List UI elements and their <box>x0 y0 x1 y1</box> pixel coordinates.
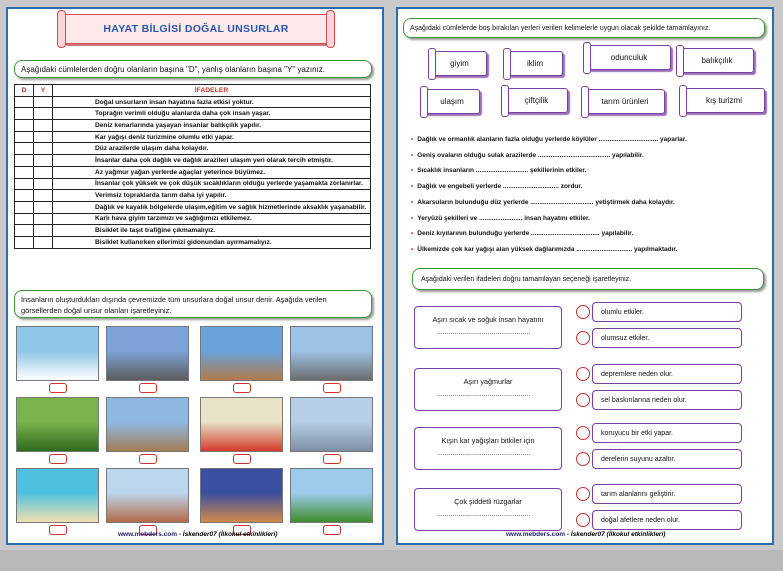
sentence-text: Ülkemizde çok kar yağışı alan yüksek dağlarımızda ............................... yapılmaktadır. <box>417 245 678 253</box>
option-radio[interactable] <box>576 393 590 407</box>
photo-checkbox[interactable] <box>139 454 157 464</box>
table-row <box>15 190 371 202</box>
statement-text: Verimsiz topraklarda tarım daha iyi yapılır. <box>53 190 371 202</box>
natural-elements-instruction-box <box>14 290 372 318</box>
answer-cell-d[interactable] <box>15 120 34 132</box>
question-text: Aşırı yağmurlar <box>463 377 513 386</box>
answer-cell-d[interactable] <box>15 166 34 178</box>
question-box <box>414 488 562 531</box>
answer-cell-y[interactable] <box>34 178 53 190</box>
word-card <box>507 51 563 76</box>
screen-bottom-strip <box>0 550 783 571</box>
answer-cell-y[interactable] <box>34 143 53 155</box>
table-row <box>15 131 371 143</box>
question-box <box>414 368 562 411</box>
word-label: ulaşım <box>440 97 464 106</box>
option-box[interactable] <box>592 364 742 384</box>
word-label: tarım ürünleri <box>601 97 649 106</box>
footer-site: www.mebders.com <box>506 531 565 538</box>
word-card <box>680 48 754 73</box>
option-box[interactable] <box>592 510 742 530</box>
answer-cell-y[interactable] <box>34 213 53 225</box>
table-row <box>15 120 371 132</box>
table-row <box>15 213 371 225</box>
answer-cell-d[interactable] <box>15 96 34 108</box>
fill-blank-sentence <box>411 167 586 174</box>
column-d: D <box>15 85 34 97</box>
answer-cell-d[interactable] <box>15 225 34 237</box>
word-label: balıkçılık <box>701 56 733 65</box>
table-row <box>15 108 371 120</box>
bullet-icon: • <box>411 245 414 253</box>
answer-blank: ................................................ <box>437 329 531 336</box>
bullet-icon: • <box>411 136 414 143</box>
statement-text: Kar yağışı deniz turizmine olumlu etki yapar. <box>53 131 371 143</box>
table-row <box>15 201 371 213</box>
fill-blanks-instruction: Aşağıdaki cümlelerde boş bırakılan yerleri verilen kelimelerle uygun olacak şekilde tamamlayınız. <box>410 24 711 32</box>
photo-checkbox[interactable] <box>233 454 251 464</box>
answer-cell-d[interactable] <box>15 213 34 225</box>
answer-cell-d[interactable] <box>15 143 34 155</box>
photo-checkbox[interactable] <box>323 383 341 393</box>
word-label: çiftçilik <box>524 96 549 105</box>
bullet-icon: • <box>411 198 414 206</box>
word-label: giyim <box>450 59 469 68</box>
question-box <box>414 427 562 470</box>
fill-blanks-instruction-box <box>403 18 765 38</box>
true-false-instruction-box <box>14 60 372 78</box>
worksheet-title-banner <box>62 14 330 44</box>
sentence-text: Akarsuların bulunduğu düz yerlerde ................................... yetiştirmek daha kolaydır. <box>417 198 675 206</box>
answer-cell-y[interactable] <box>34 225 53 237</box>
statement-text: Bisiklet ile taşıt trafiğine çıkmamalıyız. <box>53 225 371 237</box>
sentence-text: Yeryüzü şekilleri ve ........................ insan hayatını etkiler. <box>417 214 590 222</box>
statement-text: Deniz kenarlarında yaşayan insanlar balıkçılık yapılır. <box>53 120 371 132</box>
word-label: kış turizmi <box>706 96 742 105</box>
sentence-text: Dağlık ve ormanlık alanların fazla olduğu yerlerde köylüler ................................. yaparlar. <box>417 136 687 143</box>
option-box[interactable] <box>592 328 742 348</box>
option-radio[interactable] <box>576 305 590 319</box>
option-box[interactable] <box>592 484 742 504</box>
multiple-choice-instruction: Aşağıdaki verilen ifadeleri doğru tamamlayan seçeneği işaretleyiniz. <box>421 275 632 283</box>
castle-photo <box>106 397 189 452</box>
option-radio[interactable] <box>576 513 590 527</box>
word-card <box>587 45 671 70</box>
photo-checkbox[interactable] <box>233 383 251 393</box>
factory-chimneys-photo <box>290 326 373 381</box>
statement-text: Toprağın verimli olduğu alanlarda daha çok insan yaşar. <box>53 108 371 120</box>
word-card <box>505 88 568 113</box>
natural-elements-instruction: İnsanların oluşturdukları dışında çevremizde tüm unsurlara doğal unsur denir. Aşağıda verilen görsellerden doğal unsur olanları işaretleyiniz. <box>21 295 327 315</box>
fill-blank-sentence <box>411 230 633 237</box>
statement-text: Düz arazilerde ulaşım daha kolaydır. <box>53 143 371 155</box>
fill-blank-sentence <box>411 183 582 190</box>
statement-text: Doğal unsurların insan hayatına fazla etkisi yoktur. <box>53 96 371 108</box>
option-box[interactable] <box>592 390 742 410</box>
word-card <box>683 88 765 113</box>
statement-text: İnsanlar daha çok dağlık ve dağlık arazileri ulaşım yeri olarak tercih etmiştir. <box>53 155 371 167</box>
option-radio[interactable] <box>576 331 590 345</box>
answer-cell-y[interactable] <box>34 201 53 213</box>
footer-author: - İskender07 (İlkokul etkinlikleri) <box>566 531 666 538</box>
worksheet-title: HAYAT BİLGİSİ DOĞAL UNSURLAR <box>103 23 289 35</box>
column-statements: İFADELER <box>53 85 371 97</box>
flowers-photo <box>200 397 283 452</box>
bullet-icon: • <box>411 151 414 159</box>
word-card <box>585 89 665 114</box>
option-text: depremlere neden olur. <box>601 370 673 378</box>
table-row <box>15 143 371 155</box>
photo-checkbox[interactable] <box>139 383 157 393</box>
option-box[interactable] <box>592 449 742 469</box>
statement-text: Karlı hava giyim tarzımızı ve sağlığımızı etkilemez. <box>53 213 371 225</box>
fill-blank-sentence <box>411 136 687 143</box>
table-row <box>15 236 371 248</box>
sentence-text: Deniz kıyılarının bulunduğu yerlerde ...................................... yapılabilir. <box>417 230 634 238</box>
option-radio[interactable] <box>576 487 590 501</box>
table-row <box>15 166 371 178</box>
bullet-icon: • <box>411 230 414 238</box>
answer-cell-d[interactable] <box>15 201 34 213</box>
answer-cell-y[interactable] <box>34 131 53 143</box>
question-box <box>414 306 562 349</box>
footer-author: - İskender07 (İlkokul etkinlikleri) <box>178 531 278 538</box>
footer-site: www.mebders.com <box>118 531 177 538</box>
apartments-photo <box>106 468 189 523</box>
photo-checkbox[interactable] <box>49 525 67 535</box>
question-text: Kışın kar yağışları bitkiler için <box>441 436 535 445</box>
bridge-photo <box>290 397 373 452</box>
bullet-icon: • <box>411 183 414 191</box>
answer-cell-d[interactable] <box>15 131 34 143</box>
highway-photo <box>106 326 189 381</box>
river-meadow-photo <box>290 468 373 523</box>
option-radio[interactable] <box>576 426 590 440</box>
answer-cell-y[interactable] <box>34 96 53 108</box>
photo-checkbox[interactable] <box>49 454 67 464</box>
answer-cell-d[interactable] <box>15 236 34 248</box>
answer-blank: ................................................ <box>437 450 531 457</box>
answer-cell-y[interactable] <box>34 166 53 178</box>
answer-cell-y[interactable] <box>34 120 53 132</box>
photo-checkbox[interactable] <box>49 383 67 393</box>
question-text: Aşırı sıcak ve soğuk insan hayatını <box>432 315 544 324</box>
option-box[interactable] <box>592 423 742 443</box>
statement-text: Bisiklet kullanırken ellerimizi gidonundan ayırmamalıyız. <box>53 236 371 248</box>
statement-text: İnsanlar çok yüksek ve çok düşük sıcaklıkların olduğu yerlerde yaşamakta zorlanırlar. <box>53 178 371 190</box>
travertine-terraces-photo <box>16 326 99 381</box>
right-footer <box>506 531 665 538</box>
option-text: olumlu etkiler. <box>601 308 644 316</box>
column-y: Y <box>34 85 53 97</box>
fill-blank-sentence <box>411 152 644 159</box>
true-false-instruction: Aşağıdaki cümlelerden doğru olanların başına "D", yanlış olanların başına "Y" yazınız. <box>21 64 325 74</box>
option-text: derelerin suyunu azaltır. <box>601 455 676 463</box>
fill-blank-sentence <box>411 199 675 206</box>
mosque-photo <box>200 468 283 523</box>
answer-blank: ................................................ <box>437 511 531 518</box>
option-text: olumsuz etkiler. <box>601 334 650 342</box>
answer-cell-y[interactable] <box>34 155 53 167</box>
option-text: sel baskınlarına neden olur. <box>601 396 687 404</box>
left-footer <box>118 531 277 538</box>
answer-blank: ................................................ <box>437 391 531 398</box>
question-text: Çok şiddetli rüzgarlar <box>454 497 522 506</box>
table-row <box>15 178 371 190</box>
option-text: doğal afetlere neden olur. <box>601 516 681 524</box>
table-row <box>15 96 371 108</box>
word-label: iklim <box>527 59 543 68</box>
option-radio[interactable] <box>576 452 590 466</box>
bullet-icon: • <box>411 167 414 175</box>
fairy-chimneys-photo <box>200 326 283 381</box>
answer-cell-d[interactable] <box>15 178 34 190</box>
statement-text: Az yağmur yağan yerlerde ağaçlar yeterince büyümez. <box>53 166 371 178</box>
option-box[interactable] <box>592 302 742 322</box>
sentence-text: Dağlık ve engebeli yerlerde ............................... zordur. <box>417 183 583 191</box>
answer-cell-y[interactable] <box>34 236 53 248</box>
answer-cell-d[interactable] <box>15 108 34 120</box>
answer-cell-y[interactable] <box>34 190 53 202</box>
option-text: koruyucu bir etki yapar. <box>601 429 673 437</box>
option-text: tarım alanlarını geliştirir. <box>601 490 676 498</box>
table-row <box>15 155 371 167</box>
statement-text: Dağlık ve kayalık bölgelerde ulaşım,eğitim ve sağlık hizmetlerinde aksaklık yaşanabilir. <box>53 201 371 213</box>
statements-table <box>14 84 371 249</box>
word-card <box>432 51 487 76</box>
forest-photo <box>16 397 99 452</box>
fill-blank-sentence <box>411 246 677 253</box>
option-radio[interactable] <box>576 367 590 381</box>
answer-cell-d[interactable] <box>15 190 34 202</box>
word-label: odunculuk <box>610 53 648 62</box>
fill-blank-sentence <box>411 215 590 222</box>
photo-checkbox[interactable] <box>323 525 341 535</box>
multiple-choice-instruction-box <box>412 268 764 290</box>
word-card <box>424 89 480 114</box>
bullet-icon: • <box>411 214 414 222</box>
answer-cell-y[interactable] <box>34 108 53 120</box>
table-row <box>15 225 371 237</box>
beach-photo <box>16 468 99 523</box>
photo-checkbox[interactable] <box>323 454 341 464</box>
sentence-text: Geniş ovaların olduğu sulak arazilerde ........................................ yapılabilir. <box>417 151 644 159</box>
answer-cell-d[interactable] <box>15 155 34 167</box>
sentence-text: Sıcaklık insanların ............................. şekillerinin etkiler. <box>417 167 587 175</box>
